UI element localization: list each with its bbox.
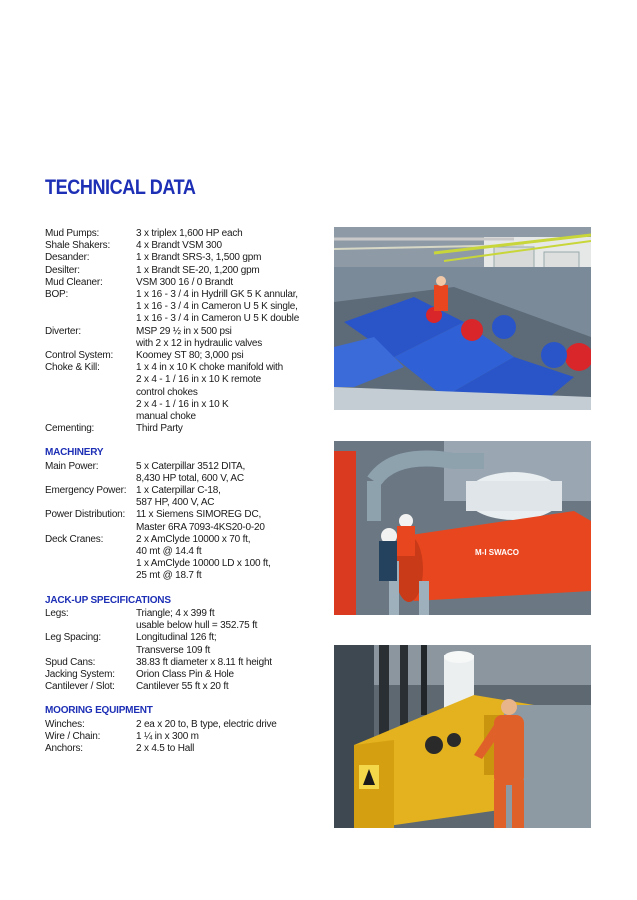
spec-row [45, 326, 325, 350]
spec-value-line: with 2 x 12 in hydraulic valves [136, 337, 263, 349]
spec-label: Mud Pumps: [45, 228, 100, 239]
spec-value-line: 587 HP, 400 V, AC [136, 497, 215, 509]
spec-value-line: Third Party [136, 423, 183, 435]
spec-label: Choke & Kill: [45, 362, 100, 374]
spec-value-line: 2 x 4 - 1 / 16 in x 10 K remote [136, 374, 261, 386]
mi-swaco-logo: M-I SWACO [475, 548, 519, 557]
spec-label: Mud Cleaner: [45, 276, 103, 288]
spec-row [45, 657, 325, 669]
spec-value [136, 252, 325, 264]
spec-value-line: 2 x 4 - 1 / 16 in x 10 K [136, 398, 229, 410]
spec-value-line: 1 x Caterpillar C-18, [136, 485, 221, 497]
spec-row [45, 681, 325, 693]
spec-row [45, 423, 325, 435]
spec-value [136, 657, 325, 669]
spec-value-line: 2 x 4.5 to Hall [136, 742, 195, 754]
mud-pumps-photo [334, 227, 591, 410]
spec-value-line: 1 ¼ in x 300 m [136, 730, 199, 742]
spec-row [45, 265, 325, 277]
spec-row [45, 240, 325, 252]
spec-value [136, 485, 325, 509]
spec-row [45, 485, 325, 509]
spec-value [136, 362, 325, 423]
spec-label: Wire / Chain: [45, 730, 101, 742]
spec-value-line: 5 x Caterpillar 3512 DITA, [136, 460, 246, 472]
spec-label: Cementing: [45, 423, 95, 435]
spec-value [136, 423, 325, 435]
section-heading: MACHINERY [45, 447, 104, 459]
spec-label: Shale Shakers: [45, 240, 111, 252]
spec-label: Desilter: [45, 264, 80, 276]
spec-value-line: 1 x 16 - 3 / 4 in Cameron U 5 K double [136, 313, 300, 325]
spec-value [136, 669, 325, 681]
spec-row [45, 228, 325, 240]
spec-label: Jacking System: [45, 668, 115, 680]
mi-swaco-tank-photo [334, 441, 591, 615]
spec-value-line: 1 x 16 - 3 / 4 in Hydrill GK 5 K annular, [136, 289, 298, 301]
spec-label: Emergency Power: [45, 485, 127, 497]
spec-value-line: 1 x 16 - 3 / 4 in Cameron U 5 K single, [136, 301, 298, 313]
spec-value-line: VSM 300 16 / 0 Brandt [136, 276, 233, 288]
spec-row [45, 608, 325, 632]
spec-row [45, 719, 325, 731]
spec-value [136, 719, 325, 731]
spec-value-line: 38.83 ft diameter x 8.11 ft height [136, 656, 272, 668]
spec-label: Anchors: [45, 742, 83, 754]
spec-value-line: 2 ea x 20 to, B type, electric drive [136, 718, 277, 730]
spec-row [45, 461, 325, 485]
spec-value [136, 240, 325, 252]
spec-row [45, 534, 325, 583]
spec-value [136, 681, 325, 693]
spec-label: Winches: [45, 718, 85, 730]
spec-label: Spud Cans: [45, 656, 96, 668]
spec-row [45, 731, 325, 743]
spec-value-line: Longitudinal 126 ft; [136, 632, 217, 644]
spec-value-line: 40 mt @ 14.4 ft [136, 546, 202, 558]
spec-value [136, 350, 325, 362]
spec-row [45, 252, 325, 264]
spec-value-line: control chokes [136, 386, 198, 398]
spec-value-line: 25 mt @ 18.7 ft [136, 570, 202, 582]
spec-value-line: 1 x AmClyde 10000 LD x 100 ft, [136, 558, 271, 570]
spec-value-line: usable below hull = 352.75 ft [136, 620, 258, 632]
section-heading: JACK-UP SPECIFICATIONS [45, 594, 171, 606]
spec-value [136, 461, 325, 485]
spec-value-line: 8,430 HP total, 600 V, AC [136, 472, 244, 484]
spec-value-line: 1 x 4 in x 10 K choke manifold with [136, 362, 283, 374]
spec-row [45, 632, 325, 656]
spec-value-line: 1 x Brandt SE-20, 1,200 gpm [136, 264, 260, 276]
spec-value [136, 608, 325, 632]
spec-value-line: Cantilever 55 ft x 20 ft [136, 681, 229, 693]
spec-value [136, 509, 325, 533]
spec-row [45, 350, 325, 362]
spec-value-line: Triangle; 4 x 399 ft [136, 607, 215, 619]
spec-value [136, 534, 325, 583]
spec-row [45, 509, 325, 533]
spec-value-line: 11 x Siemens SIMOREG DC, [136, 509, 262, 521]
spec-label: Diverter: [45, 325, 81, 337]
section-heading: MOORING EQUIPMENT [45, 705, 153, 717]
spec-value [136, 743, 325, 755]
spec-label: Deck Cranes: [45, 533, 104, 545]
spec-label: Cantilever / Slot: [45, 681, 115, 693]
spec-value-line: Master 6RA 7093-4KS20-0-20 [136, 521, 265, 533]
spec-label: Desander: [45, 252, 90, 264]
spec-label: Legs: [45, 607, 69, 619]
spec-value [136, 632, 325, 656]
spec-label: Main Power: [45, 460, 99, 472]
spec-value [136, 731, 325, 743]
spec-value [136, 265, 325, 277]
spec-value [136, 326, 325, 350]
spec-row [45, 669, 325, 681]
spec-value [136, 289, 325, 326]
spec-row [45, 743, 325, 755]
spec-value-line: 3 x triplex 1,600 HP each [136, 228, 243, 239]
page-title: TECHNICAL DATA [45, 176, 196, 199]
spec-list [45, 228, 325, 755]
spec-value-line: Transverse 109 ft [136, 644, 211, 656]
spec-value-line: MSP 29 ½ in x 500 psi [136, 325, 232, 337]
spec-value [136, 228, 325, 240]
spec-value-line: 4 x Brandt VSM 300 [136, 240, 222, 252]
spec-value-line: Orion Class Pin & Hole [136, 668, 234, 680]
spec-row [45, 289, 325, 326]
spec-value [136, 277, 325, 289]
spec-row [45, 277, 325, 289]
spec-value-line: 1 x Brandt SRS-3, 1,500 gpm [136, 252, 262, 264]
spec-label: BOP: [45, 289, 69, 301]
caterpillar-engine-photo [334, 645, 591, 828]
spec-value-line: manual choke [136, 411, 196, 423]
spec-value-line: 2 x AmClyde 10000 x 70 ft, [136, 533, 251, 545]
spec-label: Control System: [45, 350, 114, 362]
spec-label: Leg Spacing: [45, 632, 101, 644]
spec-label: Power Distribution: [45, 509, 126, 521]
spec-value-line: Koomey ST 80; 3,000 psi [136, 350, 244, 362]
spec-row [45, 362, 325, 423]
